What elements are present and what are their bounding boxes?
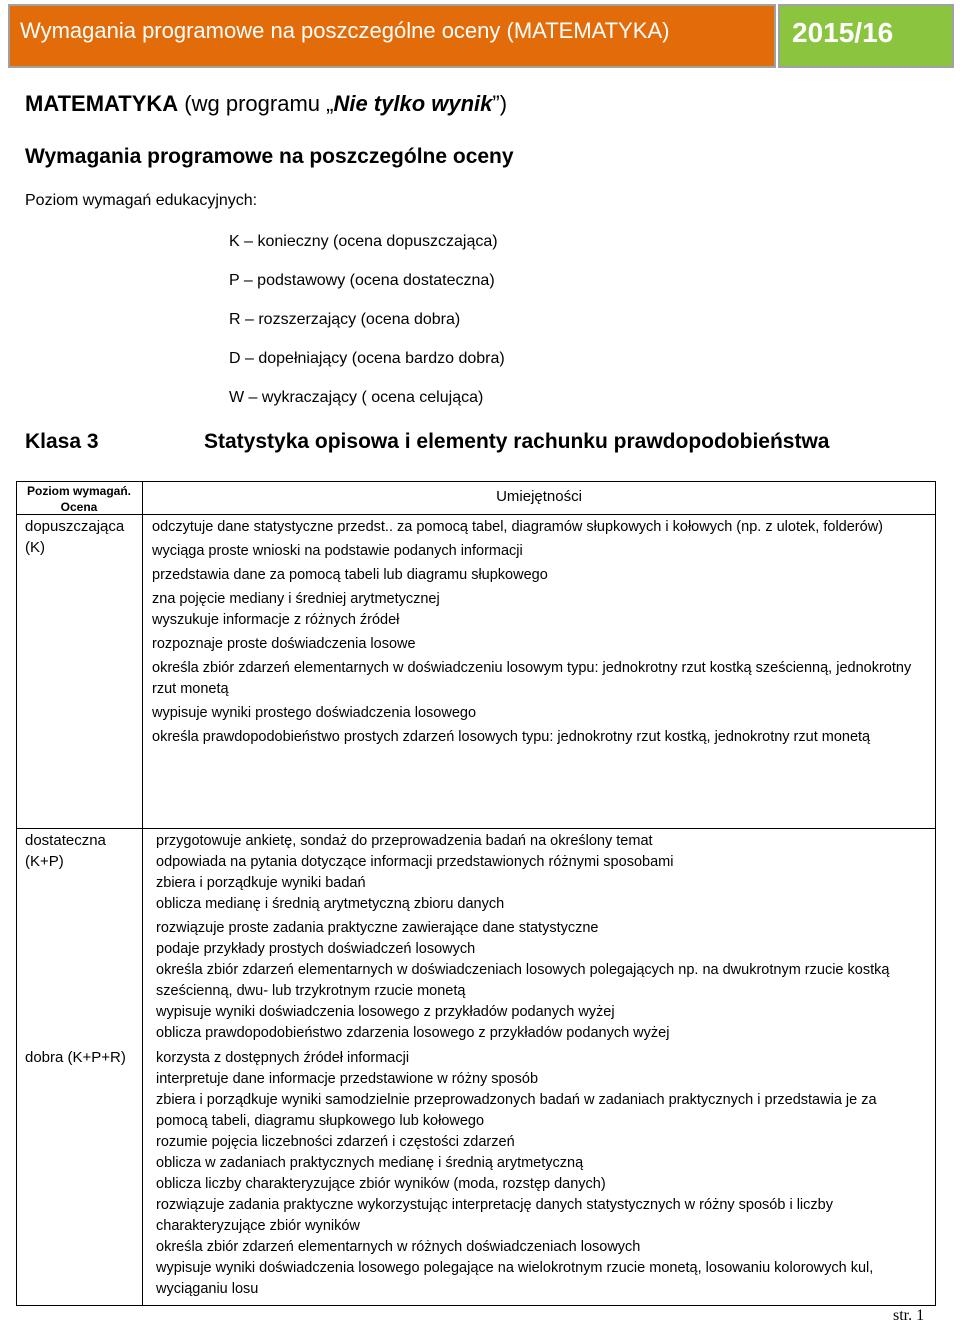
- list-item: odczytuje dane statystyczne przedst.. za pomocą tabel, diagramów słupkowych i kołowych (np. z ulotek, folderów): [152, 519, 883, 535]
- table-header-level: Poziom wymagań. Ocena: [26, 484, 132, 514]
- list-item: interpretuje dane informacje przedstawione w różny sposób: [156, 1071, 539, 1087]
- levels-label: Poziom wymagań edukacyjnych:: [25, 192, 258, 209]
- header-year: 2015/16: [792, 17, 894, 48]
- section-topic: Statystyka opisowa i elementy rachunku prawdopodobieństwa: [204, 430, 830, 453]
- list-item: odpowiada na pytania dotyczące informacji przedstawionych różnymi sposobami: [156, 854, 674, 870]
- header-title-box: [8, 4, 776, 68]
- list-item: określa zbiór zdarzeń elementarnych w doświadczeniach losowych polegających np. na dwukrotnym rzucie kostką sześcienną, dwu- lub trzykrotnym rzucie monetą: [156, 962, 890, 999]
- list-item: wypisuje wyniki doświadczenia losowego z przykładów podanych wyżej: [156, 1004, 615, 1020]
- level-item-k: K – konieczny (ocena dopuszczająca): [229, 233, 498, 250]
- list-item: oblicza w zadaniach praktycznych medianę i średnią arytmetyczną: [156, 1155, 584, 1171]
- row-items-dobra: [156, 1048, 928, 1300]
- list-item: określa prawdopodobieństwo prostych zdarzeń losowych typu: jednokrotny rzut kostką, jednokrotny rzut monetą: [152, 729, 871, 745]
- list-item: rozumie pojęcia liczebności zdarzeń i częstości zdarzeń: [156, 1134, 515, 1150]
- list-item: wypisuje wyniki prostego doświadczenia losowego: [152, 705, 477, 721]
- list-item: przedstawia dane za pomocą tabeli lub diagramu słupkowego: [152, 567, 548, 583]
- subject-name: MATEMATYKA: [25, 91, 179, 116]
- row-items-dopuszczajaca: [152, 517, 927, 748]
- list-item: zna pojęcie mediany i średniej arytmetycznej: [152, 591, 440, 607]
- program-name: Nie tylko wynik: [333, 91, 493, 116]
- document-subtitle: Wymagania programowe na poszczególne oceny: [25, 145, 514, 168]
- table-header-divider: [16, 514, 936, 515]
- list-item: określa zbiór zdarzeń elementarnych w różnych doświadczeniach losowych: [156, 1239, 641, 1255]
- list-item: rozwiązuje proste zadania praktyczne zawierające dane statystyczne: [156, 920, 599, 936]
- list-item: przygotowuje ankietę, sondaż do przeprowadzenia badań na określony temat: [156, 833, 653, 849]
- table-column-divider: [142, 481, 143, 1306]
- class-label: Klasa 3: [25, 430, 99, 453]
- list-item: korzysta z dostępnych źródeł informacji: [156, 1050, 410, 1066]
- level-item-r: R – rozszerzający (ocena dobra): [229, 311, 461, 328]
- row-items-dostateczna: [156, 831, 928, 1044]
- table-header-skills: Umiejętności: [496, 488, 582, 505]
- program-suffix: ”): [492, 91, 508, 116]
- list-item: wyszukuje informacje z różnych źródeł: [152, 612, 400, 628]
- header-year-box: [778, 4, 954, 68]
- list-item: określa zbiór zdarzeń elementarnych w doświadczeniu losowym typu: jednokrotny rzut kostką sześcienną, jednokrotny rzut monetą: [152, 660, 912, 697]
- row-level-dopuszczajaca: dopuszczająca (K): [25, 518, 125, 556]
- list-item: oblicza liczby charakteryzujące zbiór wyników (moda, rozstęp danych): [156, 1176, 606, 1192]
- list-item: podaje przykłady prostych doświadczeń losowych: [156, 941, 476, 957]
- row-level-dostateczna: dostateczna (K+P): [25, 832, 106, 870]
- level-item-w: W – wykraczający ( ocena celująca): [229, 389, 484, 406]
- list-item: oblicza prawdopodobieństwo zdarzenia losowego z przykładów podanych wyżej: [156, 1025, 670, 1041]
- list-item: wyciąga proste wnioski na podstawie podanych informacji: [152, 543, 523, 559]
- list-item: oblicza medianę i średnią arytmetyczną zbioru danych: [156, 896, 505, 912]
- list-item: rozwiązuje zadania praktyczne wykorzystując interpretację danych statystycznych w różny sposób i liczby charakteryzujące zbiór wyników: [156, 1197, 833, 1234]
- header-banner: [8, 4, 954, 68]
- row-level-dobra: dobra (K+P+R): [25, 1049, 126, 1066]
- document-title: [25, 91, 507, 117]
- program-prefix: (wg programu „: [184, 91, 334, 116]
- list-item: zbiera i porządkuje wyniki badań: [156, 875, 366, 891]
- table-row-divider: [16, 828, 936, 829]
- level-item-p: P – podstawowy (ocena dostateczna): [229, 272, 495, 289]
- page-number: str. 1: [893, 1307, 925, 1324]
- level-item-d: D – dopełniający (ocena bardzo dobra): [229, 350, 505, 367]
- list-item: zbiera i porządkuje wyniki samodzielnie przeprowadzonych badań w zadaniach praktycznych i przedstawia je za pomocą tabeli, diagramu słupkowego lub kołowego: [156, 1092, 877, 1129]
- list-item: wypisuje wyniki doświadczenia losowego polegające na wielokrotnym rzucie monetą, losowaniu kolorowych kul, wyciąganiu losu: [156, 1260, 874, 1297]
- levels-list: [229, 233, 505, 428]
- header-title: Wymagania programowe na poszczególne oceny (MATEMATYKA): [20, 18, 670, 43]
- list-item: rozpoznaje proste doświadczenia losowe: [152, 636, 416, 652]
